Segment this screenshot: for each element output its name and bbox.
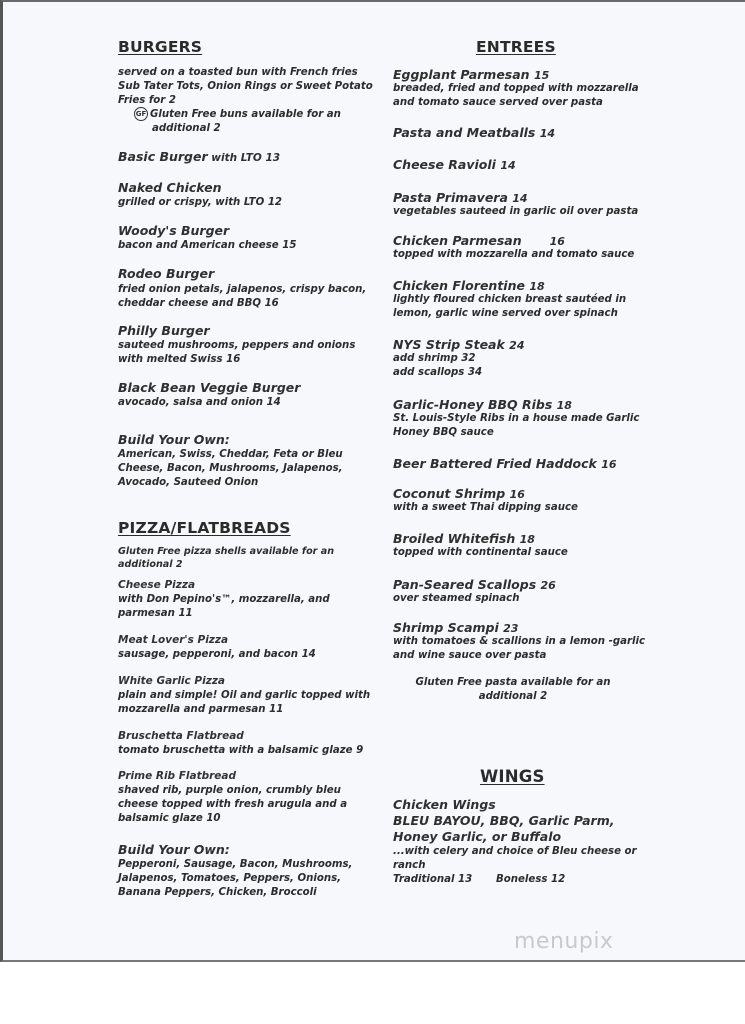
desc-line: additional 2 — [478, 691, 548, 702]
menu-item-white-garlic-pizza: White Garlic Pizza — [118, 675, 226, 687]
menu-item-cheese-ravioli — [393, 157, 516, 172]
item-desc — [393, 635, 668, 663]
entrees-gf-note — [393, 676, 633, 704]
menu-item-beer-battered-fried-haddock — [393, 456, 617, 471]
item-name: Broiled Whitefish — [393, 531, 516, 546]
gf-note-line: additional 2 — [152, 123, 221, 134]
desc-line: sauteed mushrooms, peppers and onions — [118, 340, 356, 351]
desc-line: and tomato sauce served over pasta — [393, 97, 603, 108]
item-desc — [393, 82, 663, 110]
item-price: 14 — [500, 159, 516, 172]
item-desc — [118, 593, 388, 621]
pizza-gf-note — [118, 545, 388, 571]
menu-item-nys-strip-steak — [393, 337, 524, 352]
burgers-intro-line: served on a toasted bun with French fries — [118, 67, 358, 78]
desc-line: shaved rib, purple onion, crumbly bleu — [118, 785, 341, 796]
desc-line: with tomatoes & scallions in a lemon -garlic — [393, 636, 646, 647]
menu-item-bruschetta-flatbread: Bruschetta Flatbread — [118, 730, 244, 742]
item-price: 14 — [539, 127, 556, 140]
gf-note-line: Gluten Free buns available for an — [150, 109, 341, 120]
menu-item-black-bean-veggie-burger: Black Bean Veggie Burger — [118, 380, 301, 395]
burgers-intro-line: Sub Tater Tots, Onion Rings or Sweet Potato — [118, 81, 373, 92]
item-price: 14 — [512, 192, 528, 205]
item-name: Chicken Florentine — [393, 278, 525, 293]
item-name: Chicken Parmesan — [393, 233, 522, 248]
desc-line: American, Swiss, Cheddar, Feta or Bleu — [118, 449, 343, 460]
desc-line: plain and simple! Oil and garlic topped with — [118, 690, 371, 701]
item-name: Garlic-Honey BBQ Ribs — [393, 397, 553, 412]
desc-line: Gluten Free pasta available for an — [415, 677, 611, 688]
menu-item-cheese-pizza: Cheese Pizza — [118, 579, 196, 591]
desc-line: Jalapenos, Tomatoes, Peppers, Onions, — [118, 873, 342, 884]
desc-line: with Don Pepino's™, mozzarella, and — [118, 594, 330, 605]
wings-traditional-price: Traditional 13 — [393, 874, 473, 885]
menu-item-basic-burger — [118, 149, 280, 164]
item-price: 24 — [509, 339, 525, 352]
item-desc: sausage, pepperoni, and bacon 14 — [118, 649, 316, 660]
item-desc — [118, 784, 388, 826]
burgers-intro — [118, 66, 388, 108]
burgers-title: BURGERS — [118, 38, 203, 56]
gluten-free-icon: GF — [134, 107, 148, 121]
item-desc — [393, 293, 663, 321]
wings-boneless-price: Boneless 12 — [496, 874, 566, 885]
item-name: Pasta Primavera — [393, 190, 508, 205]
menu-item-pasta-primavera — [393, 190, 528, 205]
menu-item-broiled-whitefish — [393, 531, 535, 546]
desc-line: parmesan 11 — [118, 608, 193, 619]
desc-line: cheddar cheese and BBQ 16 — [118, 298, 279, 309]
menu-item-coconut-shrimp — [393, 486, 525, 501]
item-price: 18 — [556, 399, 572, 412]
item-name: Pasta and Meatballs — [393, 125, 536, 140]
wings-flavors-line: BLEU BAYOU, BBQ, Garlic Parm, — [393, 813, 615, 828]
desc-line: Gluten Free pizza shells available for an — [118, 546, 335, 557]
item-desc: topped with mozzarella and tomato sauce — [393, 249, 635, 260]
item-price: 18 — [519, 533, 535, 546]
item-desc: grilled or crispy, with LTO 12 — [118, 197, 282, 208]
item-desc: avocado, salsa and onion 14 — [118, 397, 281, 408]
item-name: Beer Battered Fried Haddock — [393, 456, 597, 471]
item-name: Pan-Seared Scallops — [393, 577, 537, 592]
desc-line: ranch — [393, 860, 426, 871]
menu-item-woodys-burger: Woody's Burger — [118, 223, 230, 238]
item-desc — [393, 352, 663, 380]
menu-item-eggplant-parmesan — [393, 67, 549, 82]
build-your-own-burger-options — [118, 448, 388, 490]
menu-item-meat-lovers-pizza: Meat Lover's Pizza — [118, 634, 229, 646]
wings-flavors-line: Honey Garlic, or Buffalo — [393, 829, 562, 844]
entrees-title: ENTREES — [476, 38, 556, 56]
desc-line: with melted Swiss 16 — [118, 354, 241, 365]
desc-line: additional 2 — [118, 559, 183, 570]
menu-item-pasta-and-meatballs — [393, 125, 555, 140]
item-desc — [393, 412, 668, 440]
desc-line: Cheese, Bacon, Mushrooms, Jalapenos, — [118, 463, 343, 474]
build-your-own-pizza-options — [118, 858, 388, 900]
wings-desc — [393, 845, 663, 873]
item-desc — [118, 339, 388, 367]
desc-line: and wine sauce over pasta — [393, 650, 547, 661]
item-desc: tomato bruschetta with a balsamic glaze 9 — [118, 745, 364, 756]
item-name: Basic Burger — [118, 149, 208, 164]
item-desc: vegetables sauteed in garlic oil over pasta — [393, 206, 639, 217]
item-price: 16 — [549, 235, 565, 248]
item-desc: bacon and American cheese 15 — [118, 240, 297, 251]
desc-line: add scallops 34 — [393, 367, 483, 378]
menu-item-naked-chicken: Naked Chicken — [118, 180, 222, 195]
desc-line: fried onion petals, jalapenos, crispy bacon, — [118, 284, 367, 295]
item-name: Eggplant Parmesan — [393, 67, 530, 82]
burgers-intro-line: Fries for 2 — [118, 95, 176, 106]
item-desc: over steamed spinach — [393, 593, 520, 604]
burgers-gf-note — [134, 107, 374, 136]
desc-line: cheese topped with fresh arugula and a — [118, 799, 348, 810]
item-extra: with LTO 13 — [207, 152, 281, 164]
item-price: 26 — [540, 579, 556, 592]
item-price: 16 — [509, 488, 525, 501]
menu-item-prime-rib-flatbread: Prime Rib Flatbread — [118, 770, 237, 782]
desc-line: ...with celery and choice of Bleu cheese or — [393, 846, 637, 857]
item-price: 16 — [601, 458, 617, 471]
item-price: 18 — [529, 280, 545, 293]
item-desc: topped with continental sauce — [393, 547, 568, 558]
desc-line: Avocado, Sauteed Onion — [118, 477, 259, 488]
page-bottom-margin — [0, 962, 745, 1024]
desc-line: Banana Peppers, Chicken, Broccoli — [118, 887, 317, 898]
item-name: Cheese Ravioli — [393, 157, 496, 172]
menu-item-chicken-parmesan — [393, 233, 565, 248]
item-price: 15 — [533, 69, 550, 82]
desc-line: add shrimp 32 — [393, 353, 476, 364]
item-price: 23 — [503, 622, 519, 635]
menu-item-rodeo-burger: Rodeo Burger — [118, 266, 215, 281]
item-name: NYS Strip Steak — [393, 337, 505, 352]
item-name: Coconut Shrimp — [393, 486, 506, 501]
desc-line: St. Louis-Style Ribs in a house made Garlic — [393, 413, 640, 424]
menu-item-chicken-wings: Chicken Wings — [393, 797, 496, 812]
desc-line: mozzarella and parmesan 11 — [118, 704, 284, 715]
item-desc: with a sweet Thai dipping sauce — [393, 502, 578, 513]
build-your-own-pizza-title: Build Your Own: — [118, 842, 230, 857]
desc-line: Honey BBQ sauce — [393, 427, 494, 438]
pizza-title: PIZZA/FLATBREADS — [118, 519, 291, 537]
menu-item-pan-seared-scallops — [393, 577, 556, 592]
menupix-watermark: menupix — [514, 929, 614, 954]
menu-item-philly-burger: Philly Burger — [118, 323, 210, 338]
desc-line: Pepperoni, Sausage, Bacon, Mushrooms, — [118, 859, 353, 870]
menu-item-garlic-honey-bbq-ribs — [393, 397, 572, 412]
item-name: Shrimp Scampi — [393, 620, 499, 635]
item-desc — [118, 689, 388, 717]
menu-item-chicken-florentine — [393, 278, 545, 293]
wings-title: WINGS — [480, 767, 545, 786]
desc-line: breaded, fried and topped with mozzarella — [393, 83, 639, 94]
desc-line: balsamic glaze 10 — [118, 813, 221, 824]
desc-line: lemon, garlic wine served over spinach — [393, 308, 618, 319]
build-your-own-burger-title: Build Your Own: — [118, 432, 230, 447]
desc-line: lightly floured chicken breast sautéed in — [393, 294, 627, 305]
menu-item-shrimp-scampi — [393, 620, 518, 635]
item-desc — [118, 283, 388, 311]
